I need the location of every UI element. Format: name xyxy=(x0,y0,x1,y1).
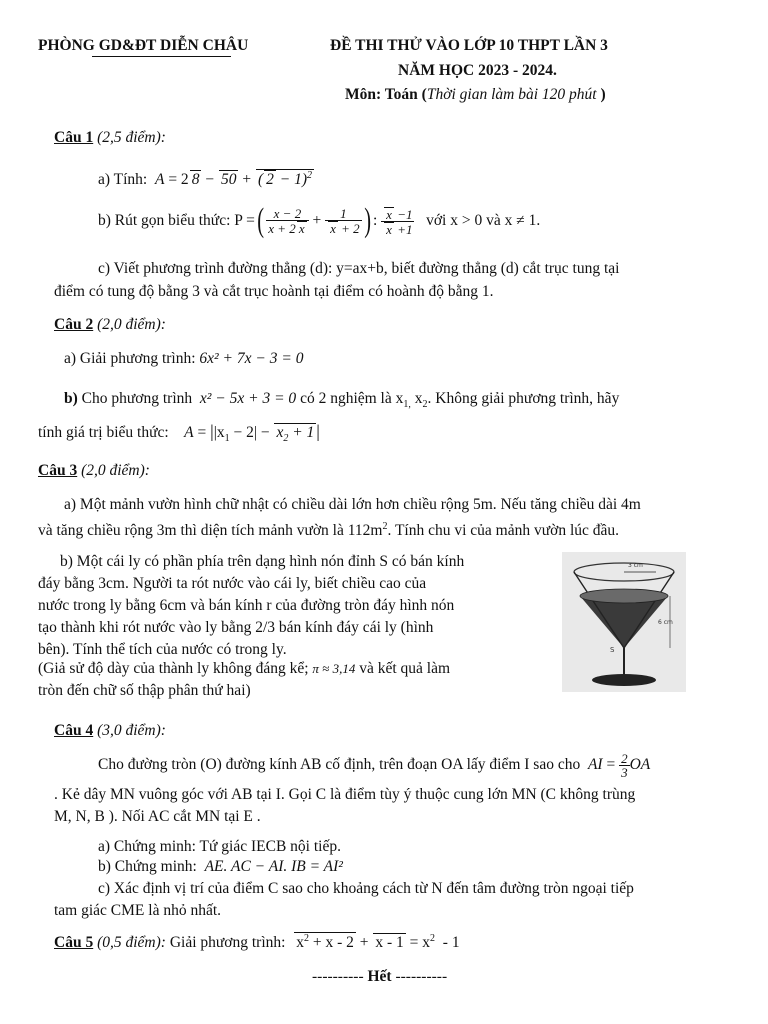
school-year: NĂM HỌC 2023 - 2024. xyxy=(398,62,557,79)
glass-figure xyxy=(562,552,686,692)
q2b-line2: tính giá trị biểu thức: $A = ||x_1 - 2| - x_2 + 1$ | xyxy=(38,421,320,445)
q4-line2: . Kẻ dây MN vuông góc với AB tại I. Gọi C là điểm tùy ý thuộc cung lớn MN (C không trùng xyxy=(54,786,636,803)
q3b-line2: đáy bằng 3cm. Người ta rót nước vào cái ly, biết chiều cao của xyxy=(38,575,427,592)
cone-glass-illustration xyxy=(562,552,686,692)
q1b: b) Rút gọn biểu thức: P =( $\frac{x - 2}{x + 2 x}$ + $\frac{1}{x + 2}$ ) : $\frac{x -1}{x +1}$ với x > 0 và x ≠ 1. xyxy=(98,202,541,240)
q3b-note1: (Giả sử độ dày của thành ly không đáng kể; π ≈ 3,14 và kết quả làm xyxy=(38,660,451,677)
cone-apex-label: S xyxy=(610,646,615,654)
q4-heading: Câu 4 (3,0 điểm): xyxy=(54,722,166,739)
header-underline xyxy=(92,56,231,57)
q2-heading: Câu 2 (2,0 điểm): xyxy=(54,316,166,333)
q4c-line1: c) Xác định vị trí của điểm C sao cho khoảng cách từ N đến tâm đường tròn ngoại tiếp xyxy=(98,880,634,897)
q1a: a) Tính: A = 2 8 − 50 + ( 2 − 1)$^2$ xyxy=(98,170,312,189)
q3a-line1: a) Một mảnh vườn hình chữ nhật có chiều dài lớn hơn chiều rộng 5m. Nếu tăng chiều dài 4m xyxy=(64,496,641,513)
exam-title: ĐỀ THI THỬ VÀO LỚP 10 THPT LẦN 3 xyxy=(330,37,608,54)
q1c-line1: c) Viết phương trình đường thẳng (d): y=ax+b, biết đường thẳng (d) cắt trục tung tại xyxy=(98,260,620,277)
q3a-line2: và tăng chiều rộng 3m thì diện tích mảnh vườn là $112m^2$. Tính chu vi của mảnh vườn lúc đầu. xyxy=(38,521,620,540)
department-name: PHÒNG GD&ĐT DIỄN CHÂU xyxy=(38,37,249,54)
q3b-line5: bên). Tính thể tích của nước có trong ly. xyxy=(38,641,287,658)
q1-heading: Câu 1 (2,5 điểm): xyxy=(54,129,166,146)
q3b-line1: b) Một cái ly có phần phía trên dạng hình nón đỉnh S có bán kính xyxy=(60,553,465,570)
q4a: a) Chứng minh: Tứ giác IECB nội tiếp. xyxy=(98,838,341,855)
q4-line3: M, N, B ). Nối AC cắt MN tại E . xyxy=(54,808,261,825)
end-marker: ---------- Hết ---------- xyxy=(312,968,448,985)
q3b-line4: tạo thành khi rót nước vào ly bằng 2/3 bán kính đáy cái ly (hình xyxy=(38,619,434,636)
glass-radius-label: 3 cm xyxy=(628,562,643,569)
q3b-line3: nước trong ly bằng 6cm và bán kính r của đường tròn đáy hình nón xyxy=(38,597,455,614)
q5: Câu 5 (0,5 điểm): Giải phương trình: $x^2 + x - 2 + x - 1 = x^2 - 1$ xyxy=(54,933,460,952)
q4b: b) Chứng minh: AE. AC − AI. IB = AI² xyxy=(98,858,343,875)
q4c-line2: tam giác CME là nhỏ nhất. xyxy=(54,902,222,919)
q1c-line2: điểm có tung độ bằng 3 và cắt trục hoành tại điểm có hoành độ bằng 1. xyxy=(54,283,494,300)
water-height-label: 6 cm xyxy=(658,619,673,626)
subject-line: Môn: Toán (Thời gian làm bài 120 phút ) xyxy=(345,86,606,103)
q3b-note2: tròn đến chữ số thập phân thứ hai) xyxy=(38,682,251,699)
q2a: a) Giải phương trình: 6x² + 7x − 3 = 0 xyxy=(64,350,304,367)
q4-line1: Cho đường tròn (O) đường kính AB cố định, trên đoạn OA lấy điểm I sao cho AI = $\frac{2}{3}$ OA xyxy=(98,750,651,780)
q2b-line1: b) Cho phương trình x² − 5x + 3 = 0 có 2 nghiệm là $x_{1,}$ $x_2$. Không giải phương trình, hãy xyxy=(64,390,620,411)
q3-heading: Câu 3 (2,0 điểm): xyxy=(38,462,150,479)
